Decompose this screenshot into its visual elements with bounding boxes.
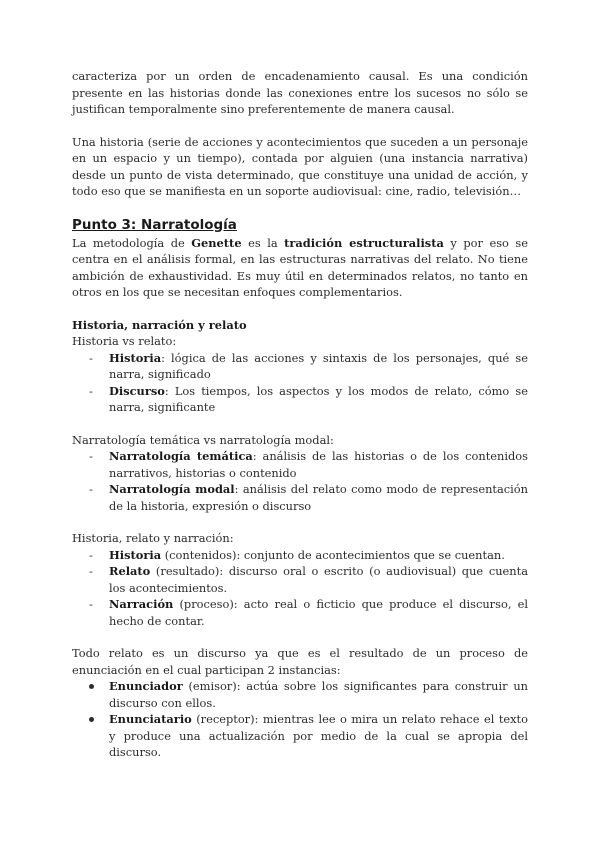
list-item: - Narratología modal: análisis del relato como modo de representación de la historia, expresión o discurso bbox=[89, 482, 529, 513]
dash-marker: - bbox=[89, 482, 93, 496]
list-intro-historia-vs-relato: Historia vs relato: bbox=[72, 334, 177, 348]
term-tradicion-estructuralista: tradición estructuralista bbox=[284, 235, 444, 250]
list-item: Enunciatario (receptor): mientras lee o mira un relato rehace el texto y produce una actualización por medio de la cual se apropia del discurso. bbox=[72, 711, 528, 761]
list-item: - Historia (contenidos): conjunto de acontecimientos que se cuentan. bbox=[89, 547, 505, 562]
list-narratologia bbox=[72, 448, 528, 514]
list-item: - Discurso: Los tiempos, los aspectos y los modos de relato, cómo se narra, significante bbox=[89, 383, 528, 414]
section-heading-narratologia: Punto 3: Narratología bbox=[72, 216, 237, 233]
list-item: - Narratología temática: análisis de las historias o de los contenidos narrativos, historias o contenido bbox=[89, 449, 528, 480]
dash-marker: - bbox=[89, 449, 93, 463]
paragraph-historia-definition: Una historia (serie de acciones y acontecimientos que suceden a un personaje en un espacio y un tiempo), contada por alguien (una instancia narrativa) desde un punto de vista determinado, que constituye una unidad de acción, y todo eso que se manifiesta en un soporte audiovisual: cine, radio, televisión… bbox=[72, 134, 528, 198]
subheading-historia-narracion-relato: Historia, narración y relato bbox=[72, 317, 247, 332]
dash-marker: - bbox=[89, 597, 93, 611]
list-item: - Relato (resultado): discurso oral o escrito (o audiovisual) que cuenta los acontecimientos. bbox=[89, 564, 528, 595]
list-intro-narratologia: Narratología temática vs narratología modal: bbox=[72, 432, 334, 447]
paragraph-genette-methodology: La metodología de Genette es la tradición estructuralista y por eso se centra en el análisis formal, en las estructuras narrativas del relato. No tiene ambición de exhaustividad. Es muy útil en determinados relatos, no tanto en otros en los que se necesitan enfoques complementarios. bbox=[72, 235, 528, 299]
document-body bbox=[72, 68, 528, 761]
list-intro-historia-relato-narracion: Historia, relato y narración: bbox=[72, 531, 234, 545]
list-historia-vs-relato bbox=[72, 350, 528, 416]
bullet-icon bbox=[89, 684, 94, 689]
list-historia-relato-narracion bbox=[72, 547, 528, 630]
dash-marker: - bbox=[89, 383, 93, 398]
term-genette: Genette bbox=[191, 235, 242, 250]
list-intro-instancias: Todo relato es un discurso ya que es el resultado de un proceso de enunciación en el cual participan 2 instancias: bbox=[72, 646, 528, 677]
paragraph-causal-order: caracteriza por un orden de encadenamiento causal. Es una condición presente en las historias donde las conexiones entre los sucesos no sólo se justifican temporalmente sino preferentemente de manera causal. bbox=[72, 69, 528, 116]
dash-marker: - bbox=[89, 350, 93, 365]
dash-marker: - bbox=[89, 564, 93, 578]
list-instancias bbox=[72, 678, 528, 761]
list-item: - Narración (proceso): acto real o ficticio que produce el discurso, el hecho de contar. bbox=[89, 597, 528, 628]
list-item: Enunciador (emisor): actúa sobre los significantes para construir un discurso con ellos. bbox=[72, 678, 528, 711]
bullet-icon bbox=[89, 717, 94, 722]
dash-marker: - bbox=[89, 547, 93, 562]
list-item: - Historia: lógica de las acciones y sintaxis de los personajes, qué se narra, significado bbox=[89, 350, 528, 381]
